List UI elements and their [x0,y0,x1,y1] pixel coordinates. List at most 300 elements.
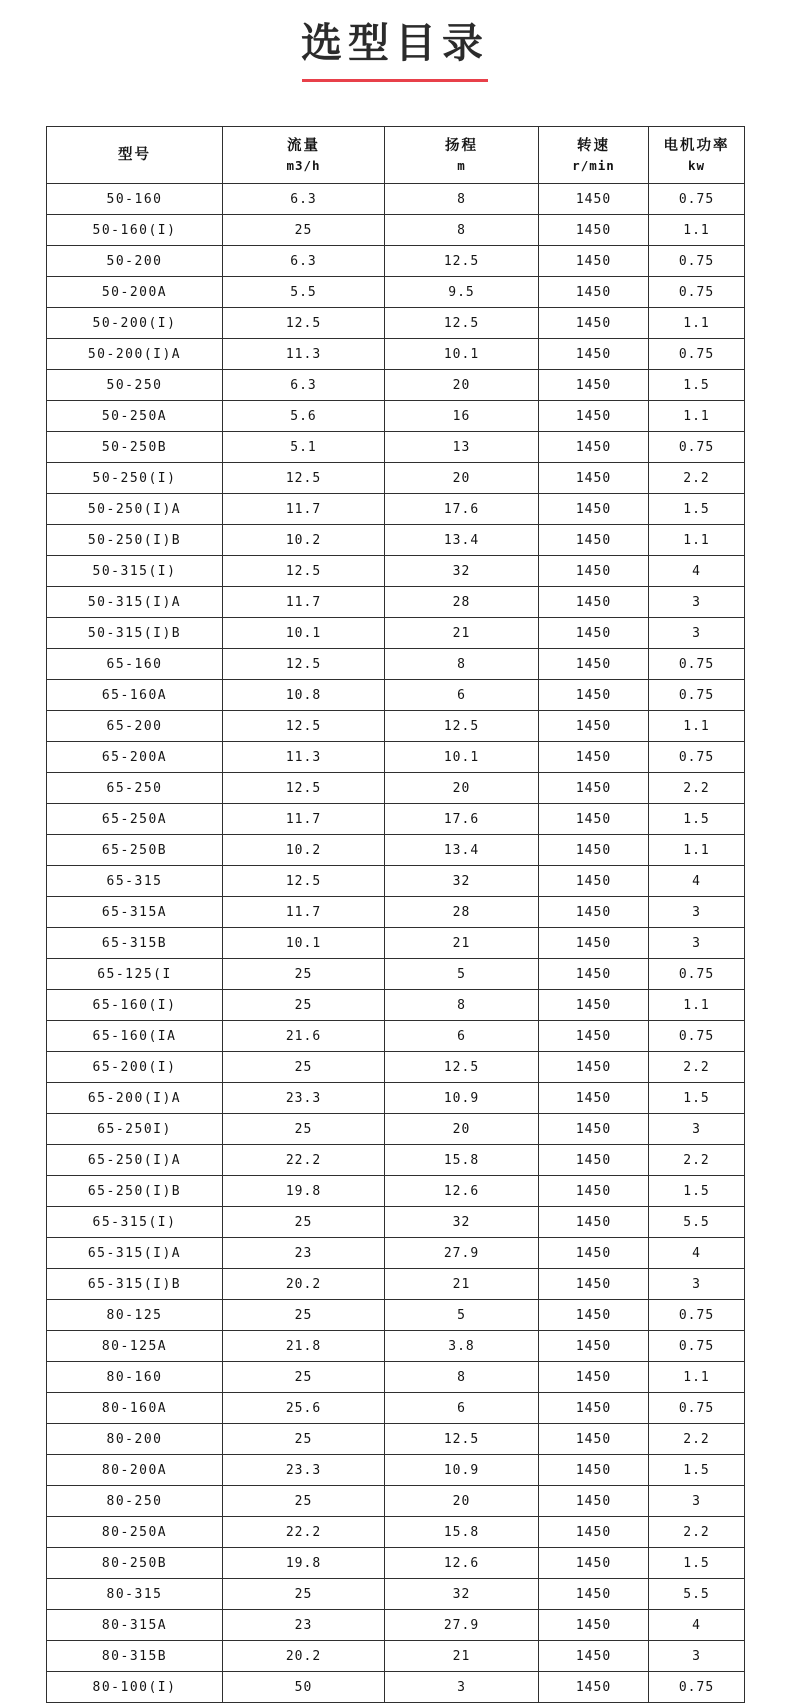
cell-power: 4 [649,866,745,897]
cell-head: 32 [385,556,539,587]
table-row [47,277,745,308]
cell-flow: 25 [223,959,385,990]
cell-speed: 1450 [539,277,649,308]
table-row [47,525,745,556]
cell-model: 65-125(I [47,959,223,990]
cell-power: 3 [649,1114,745,1145]
cell-head: 21 [385,1641,539,1672]
cell-head: 5 [385,959,539,990]
cell-flow: 23.3 [223,1083,385,1114]
table-row [47,1610,745,1641]
table-row [47,1083,745,1114]
cell-power: 1.5 [649,370,745,401]
cell-power: 5.5 [649,1207,745,1238]
cell-power: 5.5 [649,1579,745,1610]
cell-flow: 5.5 [223,277,385,308]
cell-speed: 1450 [539,866,649,897]
table-row [47,866,745,897]
cell-model: 80-160 [47,1362,223,1393]
table-row [47,1424,745,1455]
cell-power: 1.1 [649,1362,745,1393]
table-header [47,127,745,184]
cell-head: 28 [385,897,539,928]
spec-table-container [46,126,744,1703]
cell-flow: 11.7 [223,494,385,525]
cell-flow: 10.8 [223,680,385,711]
cell-head: 3 [385,1672,539,1703]
cell-head: 10.1 [385,742,539,773]
table-row [47,1548,745,1579]
table-body [47,184,745,1703]
table-row [47,649,745,680]
cell-flow: 25 [223,1114,385,1145]
cell-model: 80-200A [47,1455,223,1486]
table-row [47,1455,745,1486]
cell-head: 12.6 [385,1548,539,1579]
cell-head: 15.8 [385,1517,539,1548]
cell-flow: 10.1 [223,928,385,959]
table-row [47,1269,745,1300]
cell-model: 65-315 [47,866,223,897]
table-row [47,1021,745,1052]
cell-power: 0.75 [649,246,745,277]
cell-flow: 12.5 [223,308,385,339]
cell-model: 50-200(I)A [47,339,223,370]
column-header-model-label: 型号 [118,146,151,163]
table-row [47,928,745,959]
cell-flow: 25.6 [223,1393,385,1424]
spec-table [46,126,745,1703]
table-row [47,1145,745,1176]
cell-speed: 1450 [539,1331,649,1362]
cell-head: 13.4 [385,835,539,866]
cell-speed: 1450 [539,990,649,1021]
cell-speed: 1450 [539,680,649,711]
cell-flow: 21.6 [223,1021,385,1052]
cell-head: 12.5 [385,1052,539,1083]
cell-flow: 12.5 [223,711,385,742]
cell-model: 50-315(I) [47,556,223,587]
cell-speed: 1450 [539,773,649,804]
table-row [47,1052,745,1083]
cell-power: 0.75 [649,1300,745,1331]
cell-model: 65-315A [47,897,223,928]
table-row [47,1114,745,1145]
table-row [47,680,745,711]
cell-head: 13.4 [385,525,539,556]
cell-power: 1.1 [649,308,745,339]
table-row [47,618,745,649]
cell-model: 65-250A [47,804,223,835]
cell-flow: 12.5 [223,649,385,680]
cell-head: 9.5 [385,277,539,308]
cell-power: 3 [649,897,745,928]
cell-flow: 20.2 [223,1269,385,1300]
column-header-power-unit: kw [687,157,706,173]
cell-power: 4 [649,556,745,587]
cell-head: 12.5 [385,711,539,742]
cell-flow: 19.8 [223,1548,385,1579]
page-title: 选型目录 [301,19,489,67]
table-row [47,959,745,990]
cell-flow: 23 [223,1238,385,1269]
table-row [47,556,745,587]
table-row [47,990,745,1021]
cell-power: 1.5 [649,494,745,525]
cell-speed: 1450 [539,804,649,835]
table-row [47,1393,745,1424]
cell-model: 50-250(I) [47,463,223,494]
cell-speed: 1450 [539,1021,649,1052]
table-row [47,1579,745,1610]
cell-power: 1.5 [649,1548,745,1579]
cell-model: 65-200 [47,711,223,742]
table-row [47,1641,745,1672]
cell-model: 65-200A [47,742,223,773]
cell-flow: 12.5 [223,556,385,587]
table-row [47,1672,745,1703]
table-row [47,1300,745,1331]
column-header-flow-label: 流量 [287,137,320,154]
cell-flow: 6.3 [223,370,385,401]
table-row [47,494,745,525]
cell-speed: 1450 [539,711,649,742]
cell-flow: 22.2 [223,1145,385,1176]
cell-model: 80-100(I) [47,1672,223,1703]
cell-power: 3 [649,1641,745,1672]
cell-speed: 1450 [539,1269,649,1300]
cell-speed: 1450 [539,1176,649,1207]
cell-flow: 25 [223,1052,385,1083]
cell-power: 1.5 [649,1083,745,1114]
cell-model: 80-125A [47,1331,223,1362]
cell-flow: 50 [223,1672,385,1703]
cell-speed: 1450 [539,1362,649,1393]
cell-flow: 25 [223,1362,385,1393]
cell-model: 80-160A [47,1393,223,1424]
table-row [47,1238,745,1269]
cell-speed: 1450 [539,556,649,587]
cell-model: 50-250(I)A [47,494,223,525]
cell-power: 0.75 [649,959,745,990]
table-row [47,1176,745,1207]
cell-power: 0.75 [649,277,745,308]
cell-flow: 10.1 [223,618,385,649]
cell-speed: 1450 [539,1114,649,1145]
cell-speed: 1450 [539,1052,649,1083]
cell-head: 8 [385,184,539,215]
cell-flow: 25 [223,1486,385,1517]
cell-power: 2.2 [649,773,745,804]
cell-model: 50-200(I) [47,308,223,339]
cell-head: 10.1 [385,339,539,370]
column-header-head [385,127,539,184]
cell-flow: 25 [223,1207,385,1238]
cell-power: 0.75 [649,339,745,370]
cell-head: 12.5 [385,1424,539,1455]
cell-power: 0.75 [649,742,745,773]
cell-head: 5 [385,1300,539,1331]
table-row [47,308,745,339]
cell-power: 2.2 [649,1424,745,1455]
cell-head: 21 [385,928,539,959]
cell-model: 80-200 [47,1424,223,1455]
cell-speed: 1450 [539,494,649,525]
cell-speed: 1450 [539,1424,649,1455]
cell-speed: 1450 [539,742,649,773]
table-row [47,184,745,215]
table-row [47,742,745,773]
cell-flow: 22.2 [223,1517,385,1548]
cell-model: 65-250(I)A [47,1145,223,1176]
table-row [47,401,745,432]
cell-flow: 25 [223,1424,385,1455]
cell-head: 20 [385,773,539,804]
cell-model: 65-250 [47,773,223,804]
cell-model: 80-315A [47,1610,223,1641]
cell-speed: 1450 [539,1145,649,1176]
cell-model: 65-315(I) [47,1207,223,1238]
cell-power: 1.5 [649,1176,745,1207]
cell-power: 0.75 [649,680,745,711]
cell-power: 1.1 [649,525,745,556]
cell-speed: 1450 [539,401,649,432]
cell-speed: 1450 [539,463,649,494]
cell-power: 3 [649,618,745,649]
cell-power: 4 [649,1610,745,1641]
cell-flow: 12.5 [223,866,385,897]
cell-head: 8 [385,215,539,246]
cell-model: 65-315B [47,928,223,959]
cell-head: 12.6 [385,1176,539,1207]
cell-head: 27.9 [385,1238,539,1269]
cell-model: 65-250I) [47,1114,223,1145]
cell-head: 17.6 [385,804,539,835]
cell-model: 65-160 [47,649,223,680]
cell-flow: 20.2 [223,1641,385,1672]
cell-power: 3 [649,1486,745,1517]
cell-speed: 1450 [539,649,649,680]
table-row [47,804,745,835]
cell-flow: 10.2 [223,835,385,866]
cell-speed: 1450 [539,1579,649,1610]
cell-model: 50-250 [47,370,223,401]
cell-power: 2.2 [649,1517,745,1548]
cell-head: 10.9 [385,1083,539,1114]
cell-flow: 23.3 [223,1455,385,1486]
cell-head: 13 [385,432,539,463]
cell-head: 32 [385,1579,539,1610]
cell-speed: 1450 [539,1610,649,1641]
cell-power: 1.1 [649,401,745,432]
cell-model: 65-200(I)A [47,1083,223,1114]
column-header-speed [539,127,649,184]
table-row [47,1331,745,1362]
cell-speed: 1450 [539,618,649,649]
cell-power: 2.2 [649,1145,745,1176]
cell-speed: 1450 [539,928,649,959]
cell-power: 3 [649,928,745,959]
cell-model: 65-200(I) [47,1052,223,1083]
cell-power: 0.75 [649,1021,745,1052]
cell-speed: 1450 [539,1455,649,1486]
cell-flow: 25 [223,1579,385,1610]
cell-head: 16 [385,401,539,432]
cell-speed: 1450 [539,835,649,866]
cell-power: 1.1 [649,215,745,246]
table-row [47,215,745,246]
cell-power: 1.1 [649,835,745,866]
cell-model: 50-160(I) [47,215,223,246]
cell-speed: 1450 [539,246,649,277]
cell-head: 12.5 [385,308,539,339]
cell-flow: 12.5 [223,463,385,494]
table-row [47,339,745,370]
cell-head: 15.8 [385,1145,539,1176]
cell-model: 50-200A [47,277,223,308]
cell-flow: 12.5 [223,773,385,804]
column-header-flow [223,127,385,184]
table-header-row [47,127,745,184]
cell-speed: 1450 [539,959,649,990]
cell-power: 1.1 [649,990,745,1021]
cell-speed: 1450 [539,525,649,556]
cell-speed: 1450 [539,432,649,463]
cell-head: 20 [385,463,539,494]
table-row [47,773,745,804]
cell-head: 8 [385,1362,539,1393]
cell-model: 65-160(I) [47,990,223,1021]
cell-head: 8 [385,649,539,680]
cell-flow: 10.2 [223,525,385,556]
column-header-head-label: 扬程 [445,137,478,154]
cell-speed: 1450 [539,1672,649,1703]
table-row [47,1517,745,1548]
cell-model: 65-315(I)B [47,1269,223,1300]
column-header-power-label: 电机功率 [663,137,730,154]
cell-speed: 1450 [539,1641,649,1672]
column-header-speed-unit: r/min [572,157,615,173]
cell-power: 0.75 [649,1393,745,1424]
cell-model: 50-160 [47,184,223,215]
table-row [47,432,745,463]
cell-speed: 1450 [539,339,649,370]
cell-power: 1.5 [649,804,745,835]
table-row [47,370,745,401]
cell-model: 50-315(I)A [47,587,223,618]
cell-head: 12.5 [385,246,539,277]
table-row [47,1207,745,1238]
cell-speed: 1450 [539,1393,649,1424]
table-row [47,246,745,277]
cell-flow: 5.6 [223,401,385,432]
cell-head: 10.9 [385,1455,539,1486]
cell-flow: 11.7 [223,804,385,835]
cell-head: 21 [385,1269,539,1300]
cell-speed: 1450 [539,587,649,618]
cell-head: 3.8 [385,1331,539,1362]
column-header-power [649,127,745,184]
cell-head: 17.6 [385,494,539,525]
cell-model: 80-315 [47,1579,223,1610]
cell-speed: 1450 [539,215,649,246]
cell-power: 0.75 [649,432,745,463]
cell-speed: 1450 [539,370,649,401]
cell-head: 28 [385,587,539,618]
cell-speed: 1450 [539,1548,649,1579]
cell-head: 6 [385,1021,539,1052]
cell-flow: 25 [223,215,385,246]
table-row [47,1486,745,1517]
cell-model: 50-250A [47,401,223,432]
cell-model: 80-125 [47,1300,223,1331]
cell-speed: 1450 [539,1486,649,1517]
table-row [47,897,745,928]
cell-model: 80-250B [47,1548,223,1579]
cell-speed: 1450 [539,897,649,928]
table-row [47,587,745,618]
cell-speed: 1450 [539,308,649,339]
cell-speed: 1450 [539,1083,649,1114]
table-row [47,835,745,866]
cell-head: 20 [385,1486,539,1517]
cell-flow: 11.3 [223,339,385,370]
cell-head: 20 [385,1114,539,1145]
title-underline-rule [302,79,488,82]
cell-power: 0.75 [649,649,745,680]
cell-model: 80-250A [47,1517,223,1548]
cell-power: 0.75 [649,1672,745,1703]
cell-speed: 1450 [539,1207,649,1238]
cell-power: 2.2 [649,463,745,494]
cell-model: 50-315(I)B [47,618,223,649]
cell-flow: 23 [223,1610,385,1641]
cell-speed: 1450 [539,184,649,215]
cell-head: 6 [385,680,539,711]
cell-flow: 6.3 [223,184,385,215]
cell-model: 65-315(I)A [47,1238,223,1269]
cell-speed: 1450 [539,1517,649,1548]
cell-flow: 11.3 [223,742,385,773]
cell-power: 3 [649,587,745,618]
cell-model: 65-160A [47,680,223,711]
cell-flow: 5.1 [223,432,385,463]
cell-flow: 19.8 [223,1176,385,1207]
cell-head: 32 [385,1207,539,1238]
column-header-head-unit: m [457,157,466,173]
cell-power: 2.2 [649,1052,745,1083]
cell-head: 6 [385,1393,539,1424]
cell-model: 65-250(I)B [47,1176,223,1207]
cell-speed: 1450 [539,1300,649,1331]
cell-head: 21 [385,618,539,649]
cell-speed: 1450 [539,1238,649,1269]
cell-flow: 11.7 [223,897,385,928]
cell-power: 4 [649,1238,745,1269]
cell-flow: 25 [223,1300,385,1331]
table-row [47,1362,745,1393]
cell-head: 32 [385,866,539,897]
cell-flow: 21.8 [223,1331,385,1362]
column-header-speed-label: 转速 [577,137,610,154]
cell-model: 80-315B [47,1641,223,1672]
column-header-flow-unit: m3/h [286,157,321,173]
cell-model: 65-250B [47,835,223,866]
table-row [47,463,745,494]
title-block [0,0,790,88]
cell-flow: 25 [223,990,385,1021]
cell-head: 27.9 [385,1610,539,1641]
